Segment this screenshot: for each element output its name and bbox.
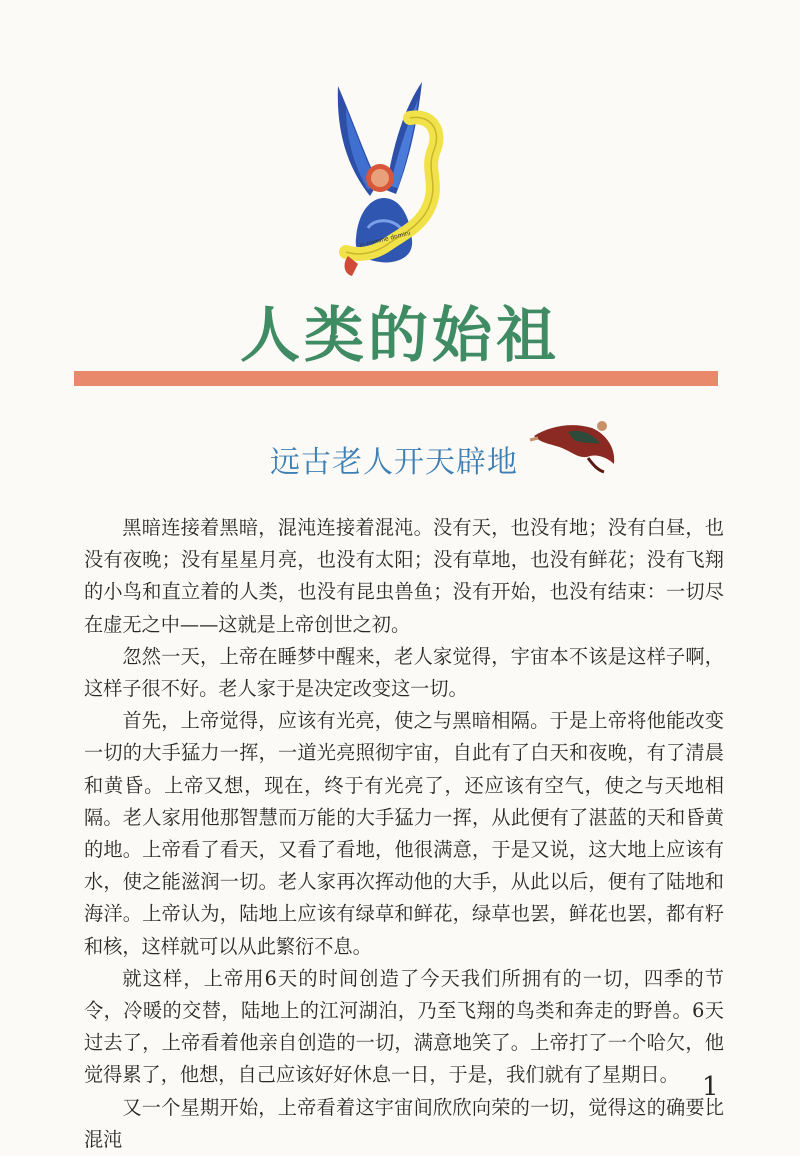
flying-figure-illustration <box>528 408 624 474</box>
section-title: 远古老人开天辟地 <box>270 445 518 480</box>
chapter-title: 人类的始祖 <box>240 301 560 371</box>
paragraph: 就这样，上帝用6天的时间创造了今天我们所拥有的一切，四季的节令，冷暖的交替，陆地上的江河湖泊，乃至飞翔的鸟类和奔走的野兽。6天过去了，上帝看着他亲自创造的一切，满意地笑了。上帝打了一个哈欠，他觉得累了，他想，自己应该好好休息一日，于是，我们就有了星期日。 <box>84 966 724 1087</box>
paragraph: 首先，上帝觉得，应该有光亮，使之与黑暗相隔。于是上帝将他能改变一切的大手猛力一挥，一道光亮照彻宇宙，自此有了白天和夜晚，有了清晨和黄昏。上帝又想，现在，终于有光亮了，还应该有空气，使之与天地相隔。老人家用他那智慧而万能的大手猛力一挥，从此便有了湛蓝的天和昏黄的地。上帝看了看天，又看了看地，他很满意，于是又说，这大地上应该有水，使之能滋润一切。老人家再次挥动他的大手，从此以后，便有了陆地和海洋。上帝认为，陆地上应该有绿草和鲜花，绿草也罢，鲜花也罢，都有籽和核，这样就可以从此繁衍不息。 <box>84 709 724 958</box>
page-number: 1 <box>702 1072 719 1102</box>
paragraph: 又一个星期开始，上帝看着这宇宙间欣欣向荣的一切，觉得这的确要比混沌 <box>84 1095 724 1151</box>
body-text <box>84 512 724 1156</box>
title-divider <box>74 371 718 386</box>
paragraph: 忽然一天，上帝在睡梦中醒来，老人家觉得，宇宙本不该是这样子啊，这样子很不好。老人家于是决定改变这一切。 <box>84 644 724 701</box>
banner-text: in nomine domini <box>358 229 412 250</box>
paragraph: 黑暗连接着黑暗，混沌连接着混沌。没有天，也没有地；没有白昼，也没有夜晚；没有星星月亮，也没有太阳；没有草地，也没有鲜花；没有飞翔的小鸟和直立着的人类，也没有昆虫兽鱼；没有开始，也没有结束：一切尽在虚无之中——这就是上帝创世之初。 <box>84 516 724 636</box>
